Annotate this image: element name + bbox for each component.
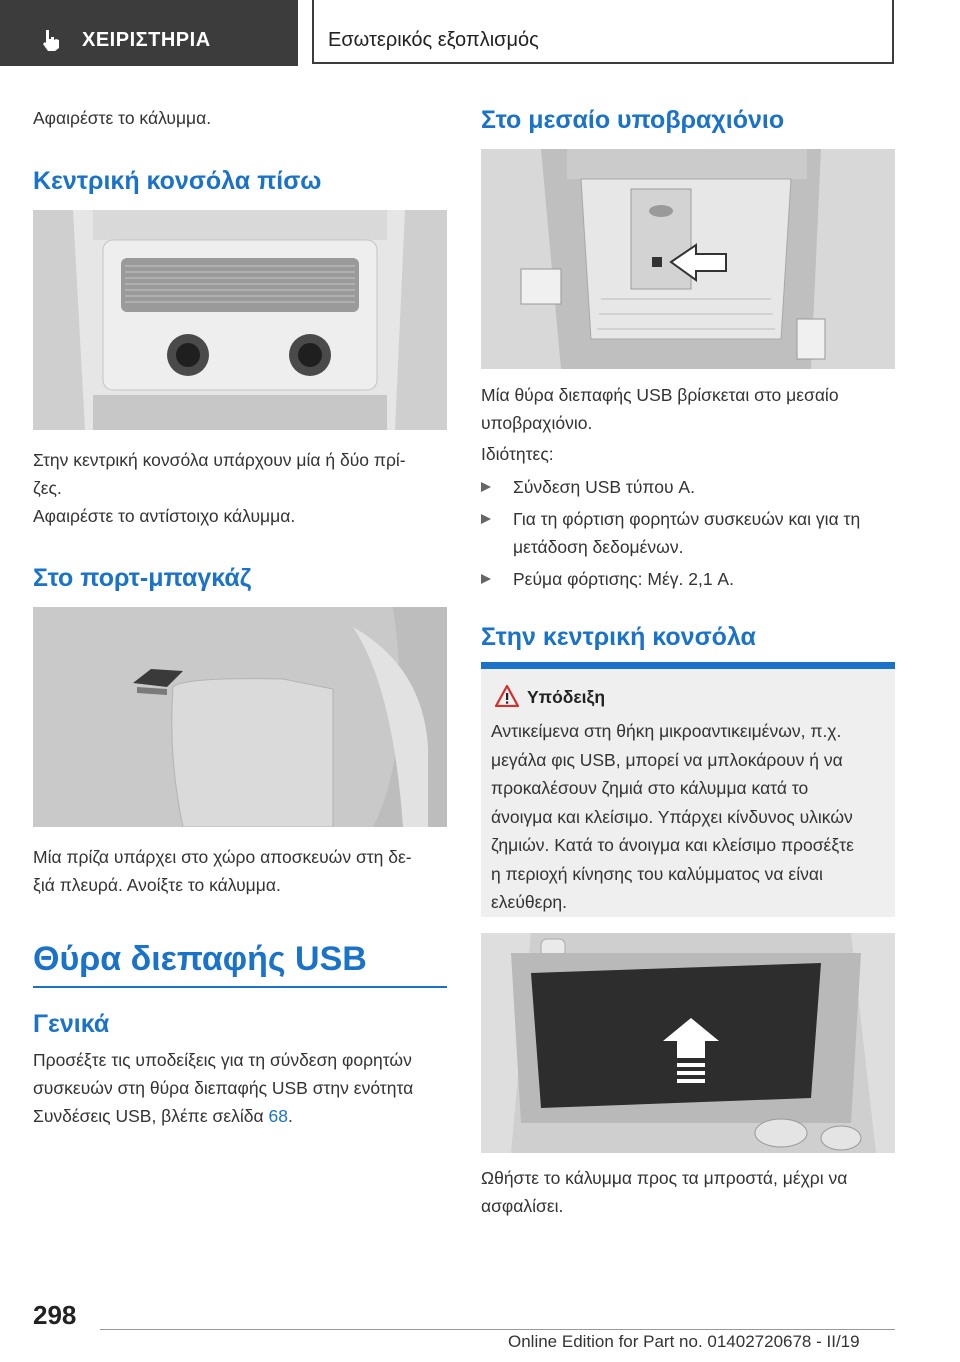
- luggage-text-line1: Μία πρίζα υπάρχει στο χώρο αποσκευών στη δε-: [33, 847, 412, 867]
- center-console-image: [481, 933, 895, 1153]
- usb-text-line3: [33, 1102, 447, 1130]
- note-line: η περιοχή κίνησης του καλύμματος να είναι: [491, 863, 823, 884]
- rear-console-text2: Αφαιρέστε το αντίστοιχο κάλυμμα.: [33, 506, 296, 526]
- note-top-bar: [481, 662, 895, 669]
- usb-text-line3-prefix: Συνδέσεις USB, βλέπε σελίδα: [33, 1106, 269, 1126]
- heading-luggage: Στο πορτ-μπαγκάζ: [33, 564, 252, 592]
- note-line: μεγάλα φις USB, μπορεί να μπλοκάρουν ή να: [491, 749, 843, 770]
- list-item-text: Ρεύμα φόρτισης: Μέγ. 2,1 A.: [513, 569, 734, 589]
- center-console-text-line1: Ωθήστε το κάλυμμα προς τα μπροστά, μέχρι να: [481, 1168, 848, 1188]
- note-box: [481, 669, 895, 917]
- center-console-text-line2: ασφαλίσει.: [481, 1196, 564, 1216]
- list-item-text: Σύνδεση USB τύπου A.: [513, 477, 695, 497]
- usb-text-line3-suffix: .: [287, 1106, 293, 1126]
- triangle-bullet-icon: [481, 514, 491, 524]
- chapter-title: ΧΕΙΡΙΣΤΗΡΙΑ: [82, 29, 211, 51]
- note-title: Υπόδειξη: [527, 687, 606, 707]
- page-number: 298: [33, 1300, 77, 1330]
- note-line: προκαλέσουν ζημιά στο κάλυμμα κατά το: [491, 778, 809, 798]
- page-link[interactable]: 68: [268, 1106, 288, 1126]
- note-text: [491, 717, 885, 917]
- triangle-bullet-icon: [481, 482, 491, 492]
- footer-divider: [100, 1329, 895, 1330]
- heading-armrest: Στο μεσαίο υποβραχιόνιο: [481, 106, 785, 134]
- luggage-socket-image: [33, 607, 447, 827]
- hand-pointer-icon: [40, 28, 62, 57]
- note-line: ελεύθερη.: [491, 892, 568, 912]
- heading-usb-interface: Θύρα διεπαφής USB: [33, 940, 367, 978]
- rear-console-text-line2: ζες.: [33, 478, 62, 498]
- page-header: [0, 0, 960, 66]
- heading-rear-console: Κεντρική κονσόλα πίσω: [33, 167, 322, 195]
- heading-general: Γενικά: [33, 1010, 110, 1038]
- note-line: Αντικείμενα στη θήκη μικροαντικειμένων, π.χ.: [491, 721, 842, 741]
- rear-console-text-line1: Στην κεντρική κονσόλα υπάρχουν μία ή δύο πρί-: [33, 450, 406, 470]
- section-title: Εσωτερικός εξοπλισμός: [328, 29, 539, 51]
- armrest-usb-image: [481, 149, 895, 369]
- triangle-bullet-icon: [481, 574, 491, 584]
- list-item-text: Για τη φόρτιση φορητών συσκευών και για τη: [513, 509, 861, 529]
- luggage-text-line2: ξιά πλευρά. Ανοίξτε το κάλυμμα.: [33, 875, 281, 895]
- armrest-text-line1: Μία θύρα διεπαφής USB βρίσκεται στο μεσαίο: [481, 385, 839, 405]
- warning-triangle-icon: [495, 685, 519, 712]
- note-line: άνοιγμα και κλείσιμο. Υπάρχει κίνδυνος υλικών: [491, 806, 853, 827]
- heading-underline: [33, 986, 447, 988]
- usb-text-line2: συσκευών στη θύρα διεπαφής USB στην ενότητα: [33, 1078, 414, 1098]
- usb-text-line1: Προσέξτε τις υποδείξεις για τη σύνδεση φορητών: [33, 1050, 412, 1070]
- armrest-text-line2: υποβραχιόνιο.: [481, 413, 593, 433]
- intro-text: Αφαιρέστε το κάλυμμα.: [33, 108, 212, 128]
- chapter-tab: [0, 0, 298, 66]
- heading-center-console: Στην κεντρική κονσόλα: [481, 623, 756, 651]
- section-box: [312, 0, 894, 64]
- footer-edition: Online Edition for Part no. 01402720678 - II/19: [508, 1332, 860, 1351]
- rear-console-image: [33, 210, 447, 430]
- note-line: ζημιών. Κατά το άνοιγμα και κλείσιμο προσέξτε: [491, 835, 854, 855]
- properties-label: Ιδιότητες:: [481, 444, 554, 464]
- list-item-text: μετάδοση δεδομένων.: [513, 537, 684, 557]
